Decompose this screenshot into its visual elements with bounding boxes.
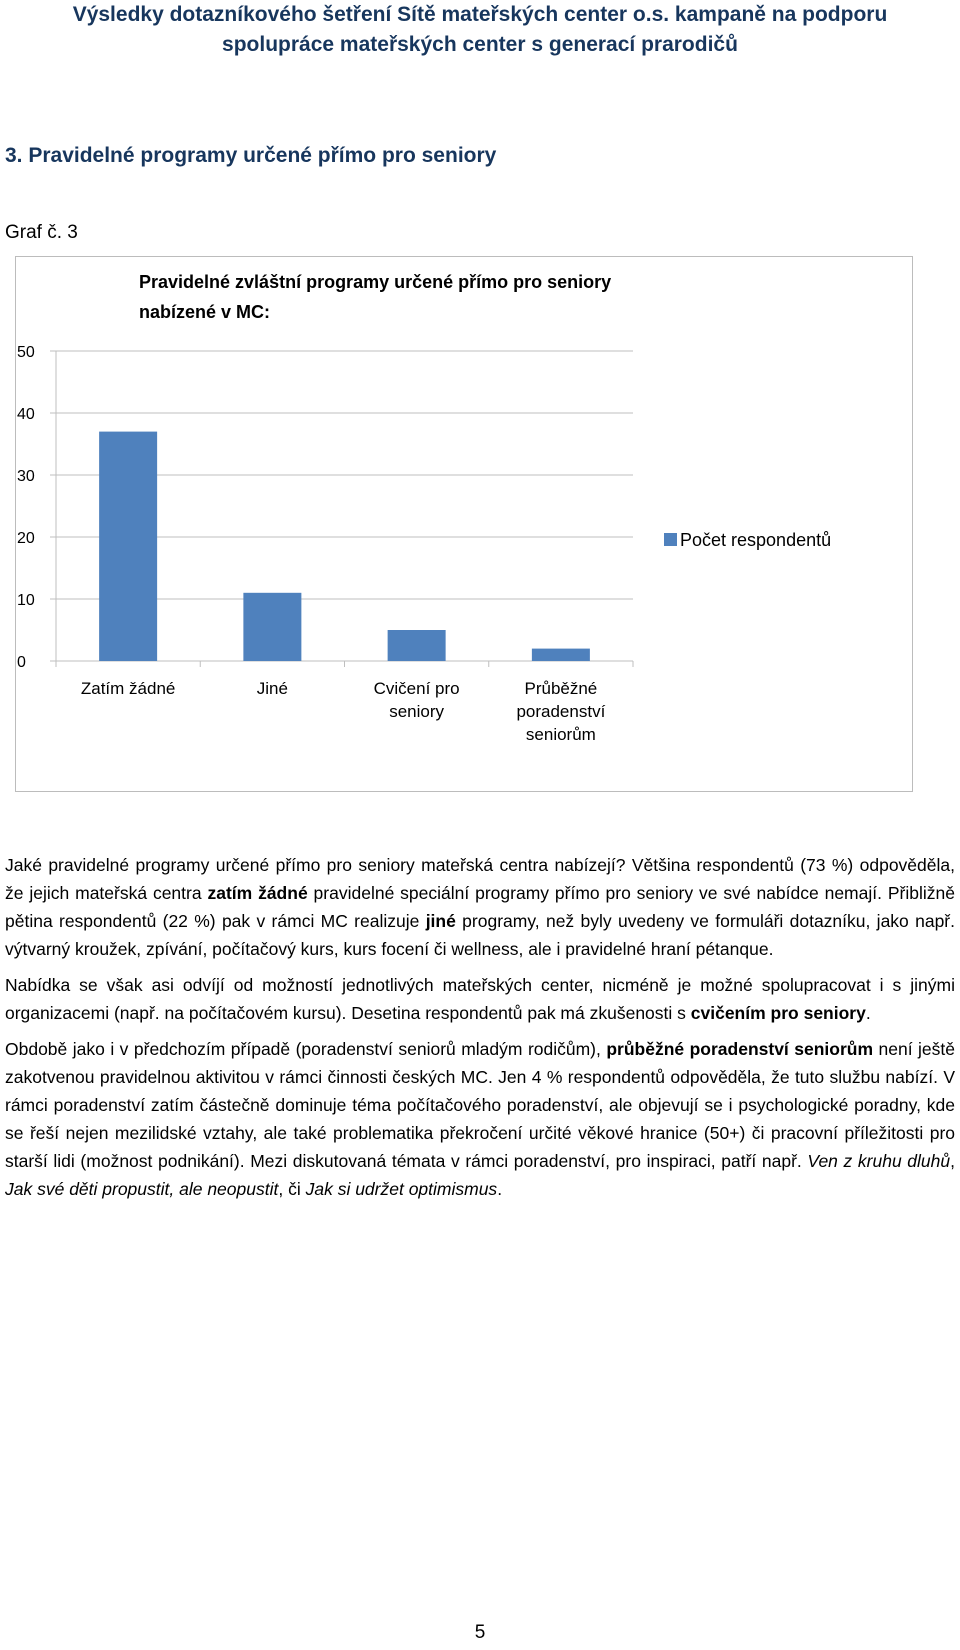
bar [99,432,157,661]
bar [388,630,446,661]
text-run: programy, než byly uvedeny ve formuláři dotazníku, jako např. výtvarný kroužek, zpívání, počítačový kurs, kurs focení či wellness, ale i pravidelné hraní pétanque. [5,911,955,959]
text-run: pravidelné speciální programy přímo pro seniory ve své nabídce nemají. Přibližně pětina respondentů (22 %) pak v rámci MC realizuje [5,883,955,931]
chart-title-line-1: Pravidelné zvláštní programy určené přímo pro seniory [139,272,612,292]
text-run: . [865,1003,871,1023]
y-tick-label: 10 [17,592,35,609]
chart-title-line-2: nabízené v MC: [139,302,271,322]
text-run: není ještě zakotvenou pravidelnou aktivitou v rámci činnosti českých MC. Jen 4 % respondentů odpověděla, že tuto službu nabízí. V rámci poradenství zatím částečně dominuje téma počítačového poradenství, ale objevují se i psychologické poradny, kde se řeší nejen mezilidské vztahy, ale také problematika překročení určité věkové hranice (50+) či pracovní příležitosti pro starší lidi (možnost podnikání). Mezi diskutovaná témata v rámci poradenství, pro inspiraci, patří např. [5,1039,955,1171]
y-tick-label: 20 [17,530,35,547]
header-line-2: spolupráce mateřských center s generací prarodičů [222,33,738,56]
paragraph [5,1035,955,1203]
emphasis-bold: cvičením pro seniory [690,1003,866,1023]
text-run: , [950,1151,956,1171]
emphasis-italic: Jak si udržet optimismus [305,1179,498,1199]
figure-label: Graf č. 3 [5,222,78,243]
x-tick-label: Zatím žádné [80,679,176,698]
paragraph [5,851,955,963]
x-tick-label: Průběžné poradenství seniorům [516,679,606,744]
emphasis-italic: Ven z kruhu dluhů [807,1151,951,1171]
document-header [0,0,960,60]
y-tick-label: 50 [17,344,35,361]
emphasis-italic: Jak své děti propustit, ale neopustit [5,1179,279,1199]
y-tick-label: 30 [17,468,35,485]
legend-swatch [664,533,677,546]
text-run: , či [278,1179,306,1199]
y-tick-label: 40 [17,406,35,423]
x-tick-label: Cvičení pro seniory [373,679,460,721]
legend-label: Počet respondentů [680,530,832,550]
emphasis-bold: průběžné poradenství seniorům [606,1039,874,1059]
bar-chart [15,256,913,792]
emphasis-bold: zatím žádné [207,883,308,903]
text-run: Nabídka se však asi odvíjí od možností jednotlivých mateřských center, nicméně je možné spolupracovat i s jinými organizacemi (např. na počítačovém kursu). Desetina respondentů pak má zkušenosti s [5,975,955,1023]
section-heading: 3. Pravidelné programy určené přímo pro seniory [5,144,497,167]
bar [532,649,590,661]
y-tick-label: 0 [17,654,26,671]
emphasis-bold: jiné [425,911,456,931]
text-run: . [497,1179,503,1199]
header-line-1: Výsledky dotazníkového šetření Sítě mateřských center o.s. kampaně na podporu [72,3,888,26]
body-text [5,851,955,1211]
text-run: Obdobě jako i v předchozím případě (poradenství seniorů mladým rodičům), [5,1039,607,1059]
page-number: 5 [474,1622,486,1643]
bar-chart-svg [16,257,914,793]
bar [243,593,301,661]
x-tick-label: Jiné [256,679,288,698]
paragraph [5,971,955,1027]
text-run: Jaké pravidelné programy určené přímo pro seniory mateřská centra nabízejí? Většina respondentů (73 %) odpověděla, že jejich mateřská centra [5,855,955,903]
